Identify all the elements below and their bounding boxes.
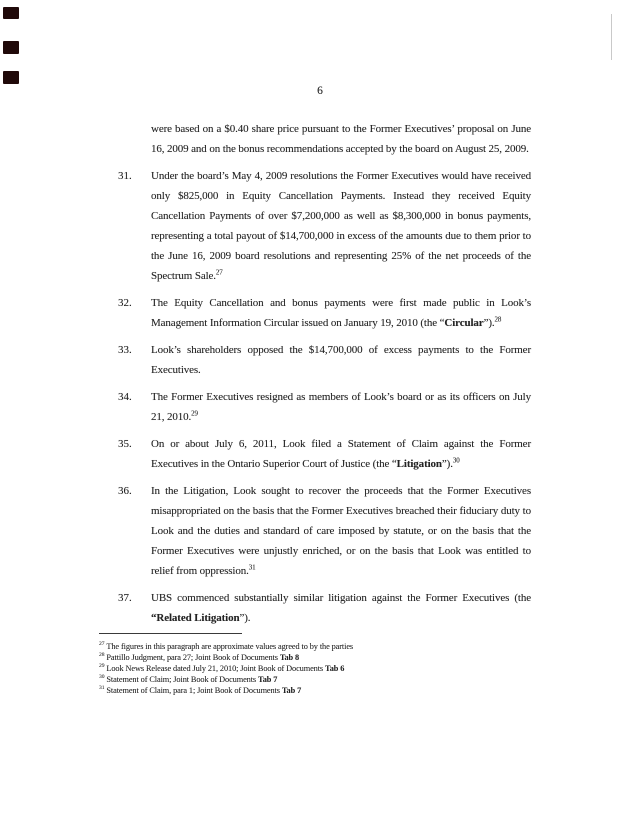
text-segment: Litigation	[396, 458, 442, 470]
text-segment: Tab 7	[258, 675, 278, 684]
text-segment: Tab 8	[279, 653, 300, 662]
paragraph-text	[151, 293, 531, 333]
document-body	[118, 119, 531, 635]
paragraph-text	[151, 166, 531, 286]
text-segment: UBS commenced substantially similar litigation against the Former Executives (the	[151, 592, 531, 604]
scan-mark	[3, 71, 19, 84]
text-segment: Statement of Claim; Joint Book of Documents	[106, 675, 259, 684]
paragraph-number: 36.	[118, 485, 132, 497]
paragraph	[118, 119, 531, 159]
text-segment: were based on a $0.40 share price pursuant to the Former Executives’ proposal on June 16, 2009 and on the bonus recommendations accepted by the board on August 25, 2009.	[151, 123, 531, 155]
scan-mark	[3, 41, 19, 54]
footnote	[99, 652, 549, 663]
footnote	[99, 674, 549, 685]
footnote	[99, 641, 549, 652]
paragraph-text	[151, 387, 531, 427]
footnote-reference: 30	[452, 456, 460, 465]
text-segment: Under the board’s May 4, 2009 resolutions the Former Executives would have received only $825,000 in Equity Cancellation Payments. Instead they received Equity Cancellation Payments of over $7,200,000 as well as $8,300,000 in bonus payments, representing a total payout of $14,700,000 in excess of the amounts due to them prior to the June 16, 2009 board resolutions and representing 25% of the net proceeds of the Spectrum Sale.	[151, 170, 531, 282]
scan-edge-line	[611, 14, 612, 60]
footnotes-section	[99, 633, 549, 696]
text-segment: The Equity Cancellation and bonus payments were first made public in Look’s Management Information Circular issued on January 19, 2010 (the “	[151, 297, 531, 329]
footnote-reference: 27	[215, 268, 223, 277]
footnote-number: 29	[99, 663, 105, 670]
footnote	[99, 663, 549, 674]
paragraph-text	[151, 481, 531, 581]
paragraph-number: 35.	[118, 438, 132, 450]
text-segment: ”).	[441, 458, 453, 470]
paragraph	[118, 166, 531, 286]
scan-mark	[3, 7, 19, 19]
paragraph-text	[151, 119, 531, 159]
text-segment: Tab 6	[325, 664, 345, 673]
paragraph	[118, 340, 531, 380]
text-segment: Look’s shareholders opposed the $14,700,000 of excess payments to the Former Executives.	[151, 344, 531, 376]
paragraph-number	[118, 119, 151, 159]
paragraph	[118, 387, 531, 427]
footnote	[99, 685, 549, 696]
text-segment: The figures in this paragraph are approximate values agreed to by the parties	[106, 642, 354, 651]
text-segment: In the Litigation, Look sought to recover the proceeds that the Former Executives misappropriated on the basis that the Former Executives breached their fiduciary duty to Look and the duties and standard of care imposed by statute, or on the basis that the Former Executives were unjustly enriched, or on the basis that Look was entitled to relief from oppression.	[151, 485, 531, 577]
text-segment: ”).	[239, 612, 251, 624]
paragraph	[118, 293, 531, 333]
paragraph-number: 34.	[118, 391, 132, 403]
paragraph-number: 32.	[118, 297, 132, 309]
text-segment: “Related Litigation	[151, 612, 240, 624]
footnote-separator	[99, 633, 242, 634]
paragraph-number: 33.	[118, 344, 132, 356]
text-segment: Look News Release dated July 21, 2010; Joint Book of Documents	[106, 664, 326, 673]
paragraph	[118, 588, 531, 628]
paragraph-text	[151, 588, 531, 628]
footnote-number: 30	[99, 674, 105, 681]
paragraph-text	[151, 434, 531, 474]
footnote-number: 31	[99, 685, 105, 692]
footnote-reference: 31	[248, 563, 256, 572]
text-segment: Statement of Claim, para 1; Joint Book of Documents	[106, 686, 282, 695]
text-segment: Pattillo Judgment, para 27; Joint Book of Documents	[106, 653, 280, 662]
text-segment: The Former Executives resigned as members of Look’s board or as its officers on July 21, 2010.	[151, 391, 531, 423]
text-segment: On or about July 6, 2011, Look filed a Statement of Claim against the Former Executives in the Ontario Superior Court of Justice (the “	[151, 438, 531, 470]
text-segment: Tab 7	[281, 686, 302, 695]
footnote-list	[99, 641, 549, 696]
footnote-reference: 29	[191, 409, 198, 418]
text-segment: Circular	[444, 317, 484, 329]
page-number: 6	[317, 85, 323, 97]
footnote-number: 27	[99, 641, 105, 648]
paragraph	[118, 481, 531, 581]
footnote-number: 28	[99, 652, 105, 659]
paragraph-text	[151, 340, 531, 380]
paragraph-number: 31.	[118, 170, 132, 182]
paragraph	[118, 434, 531, 474]
text-segment: ”).	[483, 317, 495, 329]
paragraph-number: 37.	[118, 592, 132, 604]
footnote-reference: 28	[494, 315, 502, 324]
